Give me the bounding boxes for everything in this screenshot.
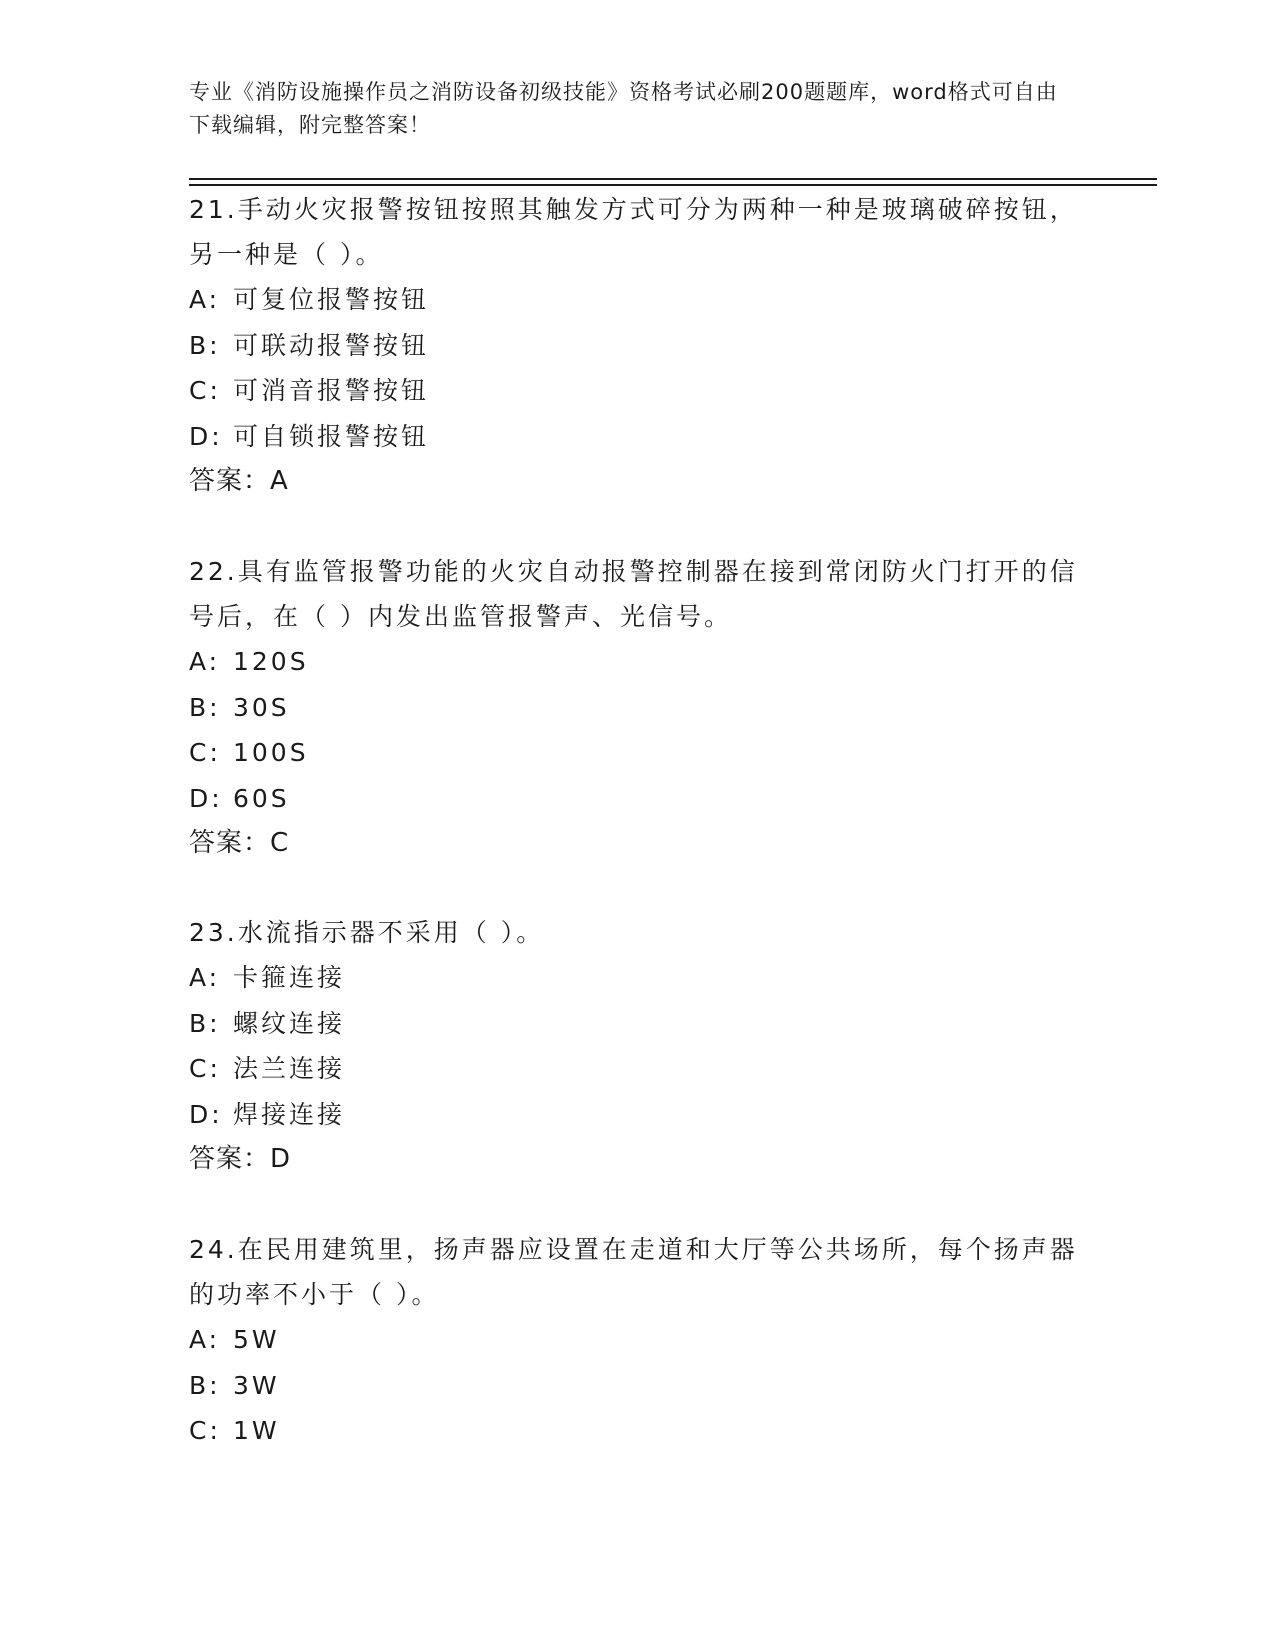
option-letter: D: <box>189 783 223 813</box>
option-a <box>189 639 1089 685</box>
question-stem: 23.水流指示器不采用（ ）。 <box>189 918 545 947</box>
option-c <box>189 730 1089 776</box>
option-letter: A: <box>189 1325 221 1354</box>
answer-label: 答案：C <box>189 828 290 858</box>
question-21 <box>189 187 1089 504</box>
option-letter: D: <box>189 421 223 451</box>
option-letter: C: <box>189 738 221 767</box>
option-b <box>189 685 1089 731</box>
question-stem: 24.在民用建筑里，扬声器应设置在走道和大厅等公共场所，每个扬声器的功率不小于（ ）。 <box>189 1235 1078 1309</box>
option-text: 5W <box>233 1325 280 1354</box>
option-text: 可消音报警按钮 <box>233 376 430 405</box>
option-letter: C: <box>189 376 221 405</box>
option-text: 卡箍连接 <box>233 963 346 992</box>
option-text: 100S <box>233 738 309 767</box>
document-header: 专业《消防设施操作员之消防设备初级技能》资格考试必刷200题题库，word格式可自由下载编辑，附完整答案！ <box>189 80 1058 137</box>
option-a <box>189 1317 1089 1363</box>
option-text: 可自锁报警按钮 <box>233 421 430 451</box>
option-text: 3W <box>233 1370 280 1400</box>
option-c <box>189 1408 1089 1454</box>
option-letter: B: <box>189 1370 221 1400</box>
option-a <box>189 277 1089 323</box>
option-letter: D: <box>189 1099 223 1129</box>
option-d <box>189 1092 1089 1138</box>
option-text: 120S <box>233 647 309 676</box>
option-text: 可复位报警按钮 <box>233 285 430 314</box>
question-stem: 22.具有监管报警功能的火灾自动报警控制器在接到常闭防火门打开的信号后，在（ ）内发出监管报警声、光信号。 <box>189 557 1078 631</box>
answer-label: 答案：D <box>189 1144 292 1174</box>
option-d <box>189 414 1089 460</box>
question-23 <box>189 910 1089 1182</box>
option-b <box>189 1001 1089 1047</box>
option-c <box>189 368 1089 414</box>
header-divider-top <box>189 178 1157 180</box>
option-c <box>189 1046 1089 1092</box>
option-letter: B: <box>189 692 221 722</box>
option-text: 1W <box>233 1416 280 1445</box>
option-d <box>189 776 1089 822</box>
option-text: 法兰连接 <box>233 1054 346 1083</box>
option-text: 60S <box>233 783 290 813</box>
question-22 <box>189 549 1089 866</box>
option-text: 可联动报警按钮 <box>233 330 430 360</box>
option-letter: B: <box>189 1008 221 1038</box>
option-b <box>189 323 1089 369</box>
option-a <box>189 955 1089 1001</box>
option-b <box>189 1363 1089 1409</box>
option-letter: A: <box>189 647 221 676</box>
option-letter: C: <box>189 1416 221 1445</box>
option-letter: C: <box>189 1054 221 1083</box>
question-24 <box>189 1227 1089 1454</box>
header-divider-bottom <box>189 184 1157 186</box>
option-text: 30S <box>233 692 290 722</box>
option-text: 螺纹连接 <box>233 1008 346 1038</box>
option-letter: B: <box>189 330 221 360</box>
option-letter: A: <box>189 963 221 992</box>
option-text: 焊接连接 <box>233 1099 346 1129</box>
option-letter: A: <box>189 285 221 314</box>
question-stem: 21.手动火灾报警按钮按照其触发方式可分为两种一种是玻璃破碎按钮，另一种是（ ）。 <box>189 195 1078 269</box>
answer-label: 答案：A <box>189 466 289 496</box>
